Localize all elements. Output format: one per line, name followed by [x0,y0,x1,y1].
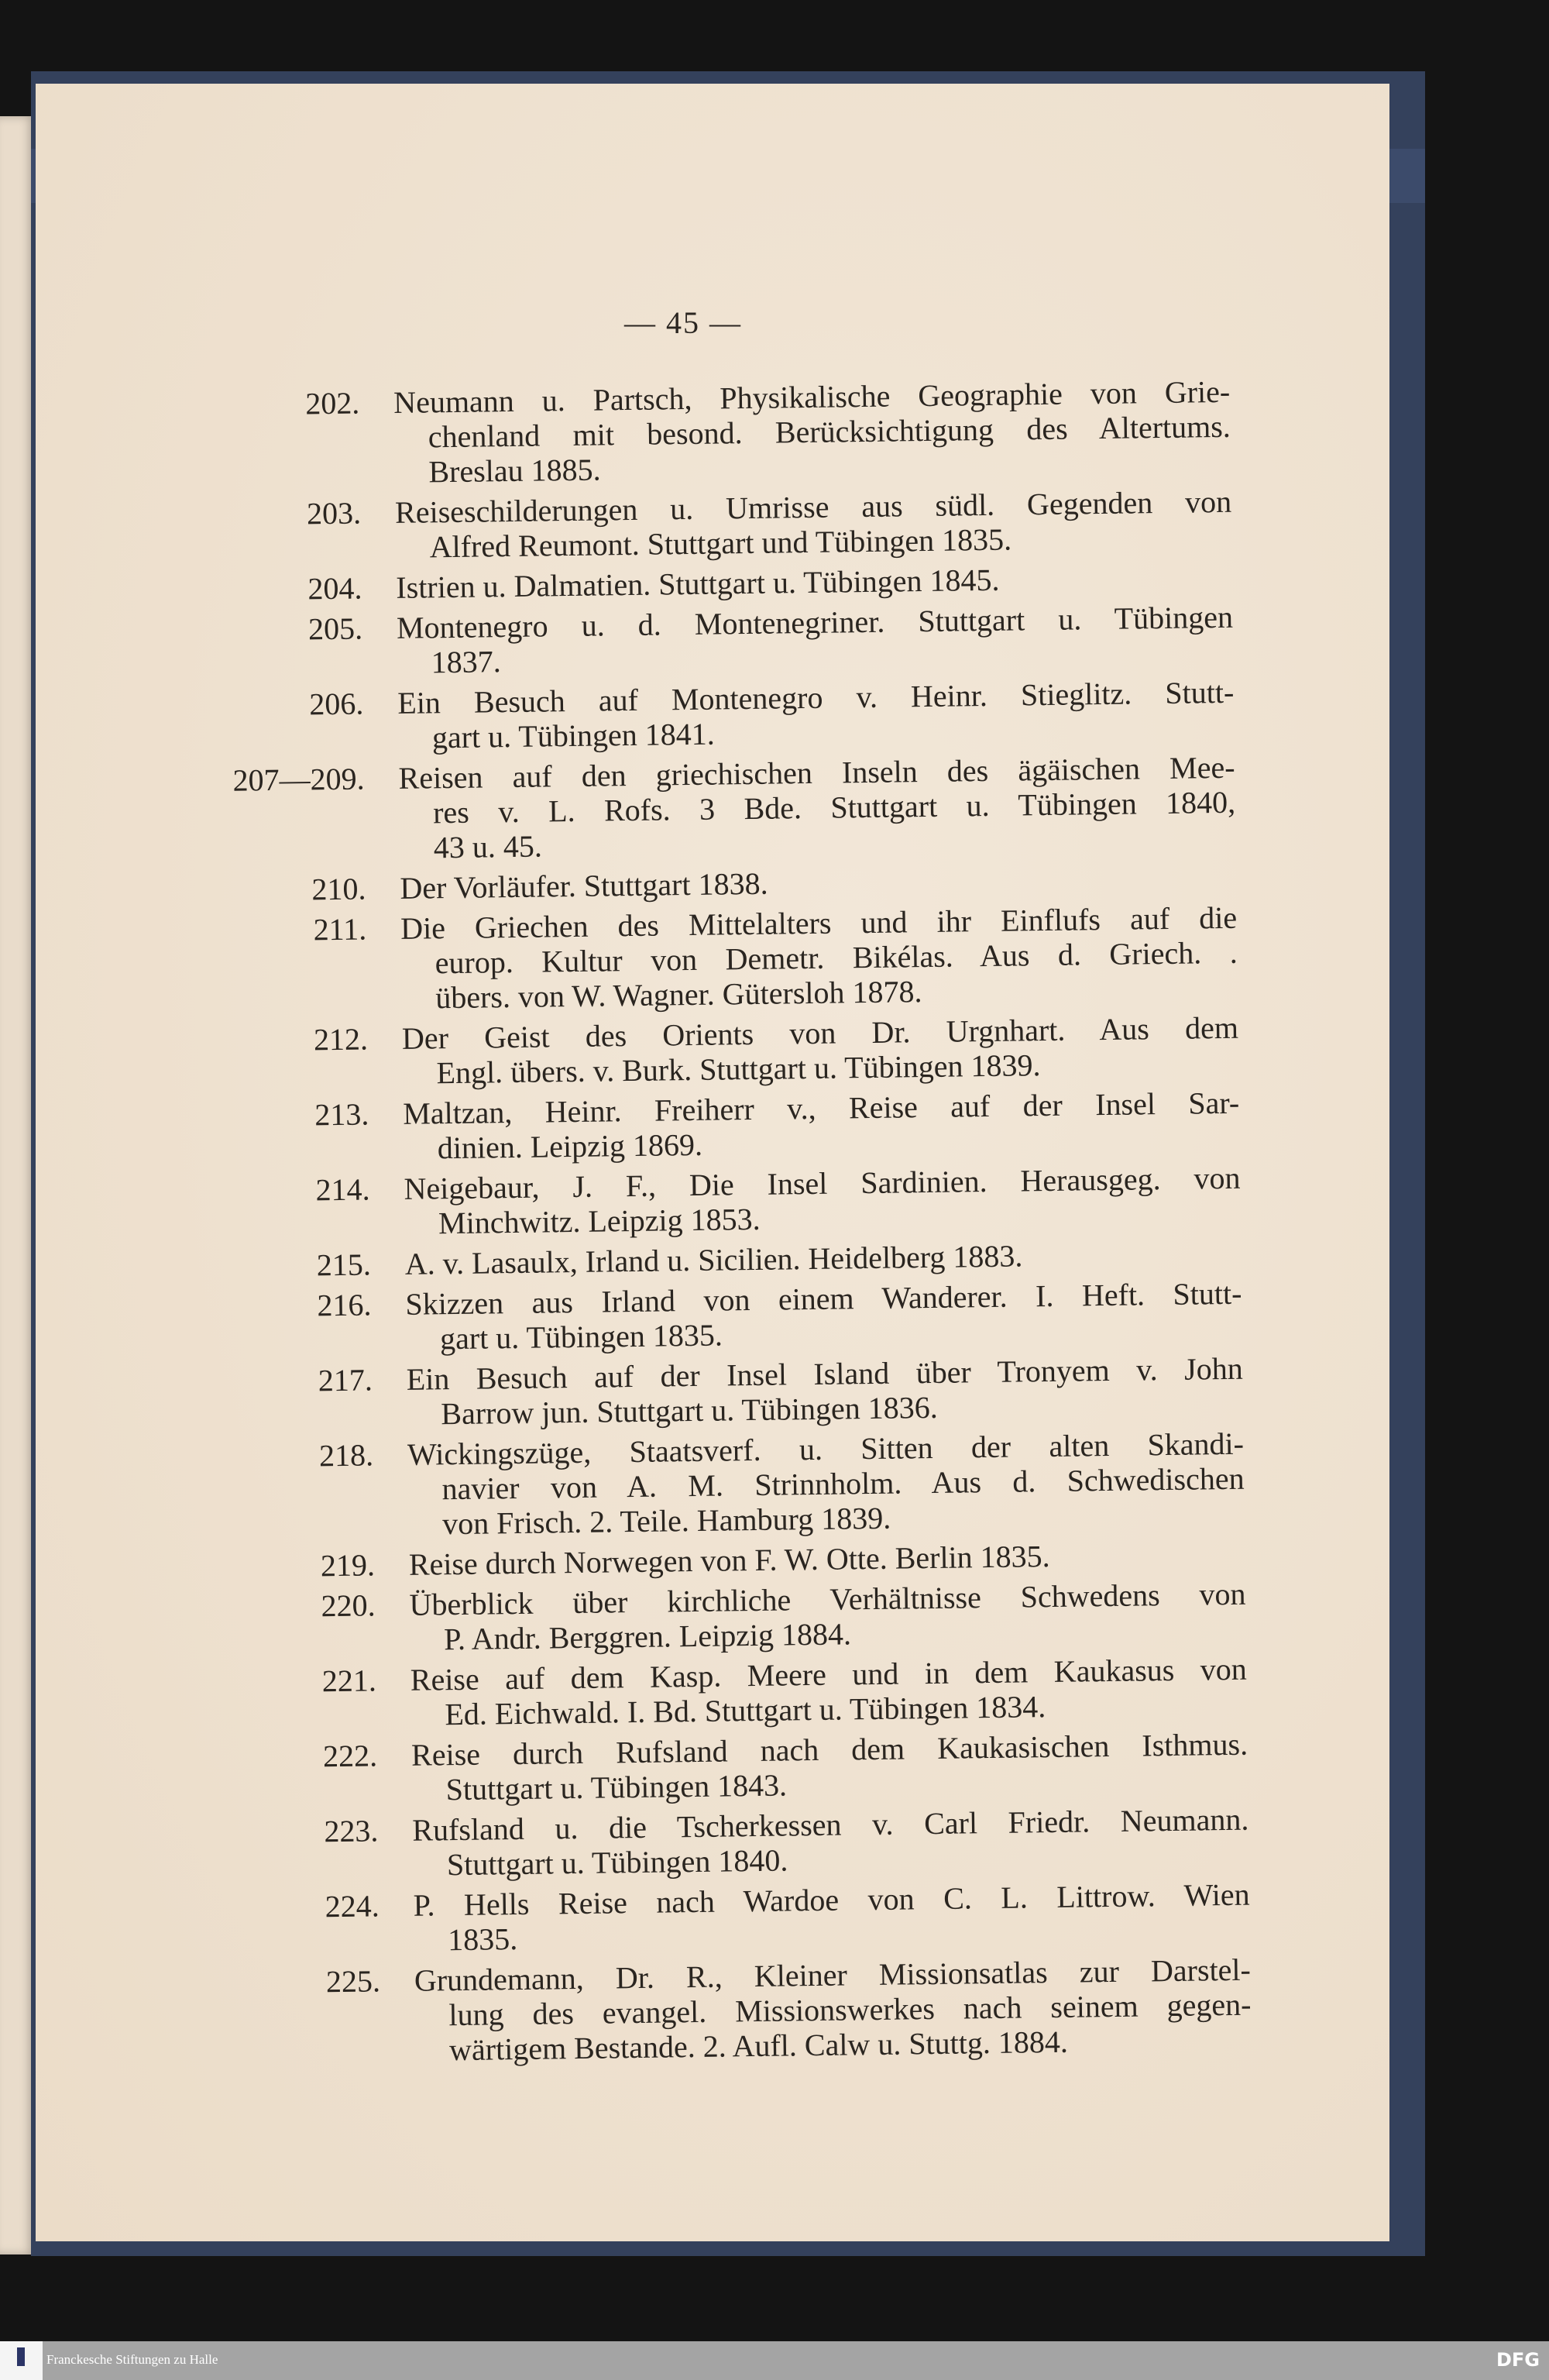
entry-number: 203. [306,495,362,531]
entry-line: Engl. übers. v. Burk. Stuttgart u. Tübingen 1839. [436,1047,1041,1091]
footer-bar [0,2341,1549,2380]
entry-line: res v. L. Rofs. 3 Bde. Stuttgart u. Tübingen 1840, [432,784,1236,831]
entry-number: 211. [313,911,367,948]
bibliography-entry [55,1876,1295,1962]
entry-line: gart u. Tübingen 1841. [431,716,715,755]
entry-line: Breslau 1885. [428,452,601,490]
entry-number: 207—209. [232,761,365,798]
entry-line: A. v. Lasaulx, Irland u. Sicilien. Heidelberg 1883. [404,1238,1023,1281]
bibliography-entry [53,1651,1293,1737]
entry-line: Reisen auf den griechischen Inseln des ägäischen Mee- [398,749,1235,796]
entry-line: lung des evangel. Missionswerkes nach seinem gegen- [448,1986,1252,2033]
entry-line: Rufsland u. die Tscherkessen v. Carl Friedr. Neumann. [412,1801,1249,1848]
entry-line: Reise durch Rufsland nach dem Kaukasischen Isthmus. [410,1726,1248,1773]
bibliography-entry [37,483,1277,569]
entry-line: Istrien u. Dalmatien. Stuttgart u. Tübingen 1845. [396,562,1000,605]
bibliography-entry [53,1726,1293,1812]
entry-number: 202. [304,385,360,421]
bibliography-entry [40,749,1281,870]
entry-number: 219. [320,1547,376,1584]
entry-line: navier von A. M. Strinnholm. Aus d. Schwedischen [441,1460,1245,1507]
bibliography-entry [47,1275,1287,1361]
entry-number: 217. [318,1362,373,1398]
bibliography-entry [54,1801,1294,1887]
bibliography-entry [51,1576,1291,1662]
entry-line: Der Vorläufer. Stuttgart 1838. [400,865,768,906]
entry-line: Ein Besuch auf Montenegro v. Heinr. Stieglitz. Stutt- [397,674,1235,721]
entry-number: 222. [322,1738,378,1774]
entry-number: 210. [311,871,366,907]
entry-number: 221. [321,1663,377,1699]
entry-number: 204. [307,570,362,607]
entry-line: von Frisch. 2. Teile. Hamburg 1839. [441,1500,891,1542]
entry-number: 206. [309,686,364,722]
entry-line: Reise durch Norwegen von F. W. Otte. Berlin 1835. [408,1538,1050,1582]
bibliography-entry [39,599,1279,685]
entry-number: 205. [307,610,363,647]
entry-line: Ein Besuch auf der Insel Island über Tronyem v. John [406,1350,1243,1397]
dfg-logo: DFG [1496,2349,1540,2371]
bibliography-entry [43,899,1283,1020]
entry-number: 214. [315,1171,370,1208]
entry-line: Grundemann, Dr. R., Kleiner Missionsatlas zur Darstel- [414,1952,1252,1998]
entry-line: Maltzan, Heinr. Freiherr v., Reise auf der Insel Sar- [402,1085,1240,1131]
entry-number: 220. [321,1587,376,1624]
entry-line: Barrow jun. Stuttgart u. Tübingen 1836. [441,1389,939,1432]
entry-line: 1837. [431,644,501,680]
entry-line: gart u. Tübingen 1835. [439,1317,723,1357]
entry-line: Reise auf dem Kasp. Meere und in dem Kaukasus von [410,1651,1248,1697]
entry-line: übers. von W. Wagner. Gütersloh 1878. [435,974,922,1016]
entry-line: Alfred Reumont. Stuttgart und Tübingen 1835. [429,521,1012,565]
entry-line: P. Andr. Berggren. Leipzig 1884. [443,1616,852,1657]
entry-line: Stuttgart u. Tübingen 1840. [446,1842,788,1883]
entry-line: wärtigem Bestande. 2. Aufl. Calw u. Stuttg. 1884. [448,2024,1069,2068]
entry-line: dinien. Leipzig 1869. [437,1126,703,1166]
bibliography-entry [57,1952,1297,2072]
institution-name: Franckesche Stiftungen zu Halle [46,2352,218,2367]
entry-line: Stuttgart u. Tübingen 1843. [445,1767,788,1807]
entry-line: Neumann u. Partsch, Physikalische Geographie von Grie- [393,373,1231,420]
entry-line: Neigebaur, J. F., Die Insel Sardinien. Herausgeg. von [404,1160,1241,1206]
entry-line: Skizzen aus Irland von einem Wanderer. I. Heft. Stutt- [405,1275,1242,1322]
entry-line: Minchwitz. Leipzig 1853. [438,1201,761,1241]
bibliography-entry [36,373,1276,494]
entry-number: 218. [318,1437,374,1474]
bibliography-entry [45,1085,1285,1171]
entry-line: Wickingszüge, Staatsverf. u. Sitten der alten Skandi- [407,1426,1245,1472]
institution-logo [0,2341,43,2380]
bibliography-list [36,373,1297,2078]
entry-line: 43 u. 45. [433,828,543,865]
entry-line: Ed. Eichwald. I. Bd. Stuttgart u. Tübingen 1834. [445,1689,1046,1732]
bibliography-entry [49,1350,1289,1436]
entry-number: 223. [324,1813,379,1849]
bibliography-entry [46,1160,1286,1246]
entry-number: 224. [325,1888,380,1924]
page-number: — 45 — [624,305,742,340]
entry-line: Reiseschilderungen u. Umrisse aus südl. Gegenden von [394,483,1232,530]
entry-number: 212. [313,1021,369,1058]
entry-number: 216. [317,1287,372,1323]
entry-number: 225. [325,1963,381,2000]
bibliography-entry [44,1009,1284,1095]
entry-line: P. Hells Reise nach Wardoe von C. L. Littrow. Wien [413,1876,1250,1923]
bibliography-entry [39,674,1279,760]
entry-number: 215. [316,1247,372,1283]
entry-line: 1835. [447,1921,518,1958]
book-page [36,84,1389,2241]
entry-number: 213. [314,1096,369,1133]
entry-line: Überblick über kirchliche Verhältnisse Schwedens von [409,1576,1246,1622]
entry-line: Montenegro u. d. Montenegriner. Stuttgart u. Tübingen [396,599,1234,645]
entry-line: europ. Kultur von Demetr. Bikélas. Aus d. Griech. . [434,934,1238,981]
entry-line: chenland mit besond. Berücksichtigung des Altertums. [428,408,1231,455]
entry-line: Der Geist des Orients von Dr. Urgnhart. Aus dem [401,1009,1239,1056]
bibliography-entry [50,1426,1290,1546]
entry-line: Die Griechen des Mittelalters und ihr Einflufs auf die [400,899,1238,946]
